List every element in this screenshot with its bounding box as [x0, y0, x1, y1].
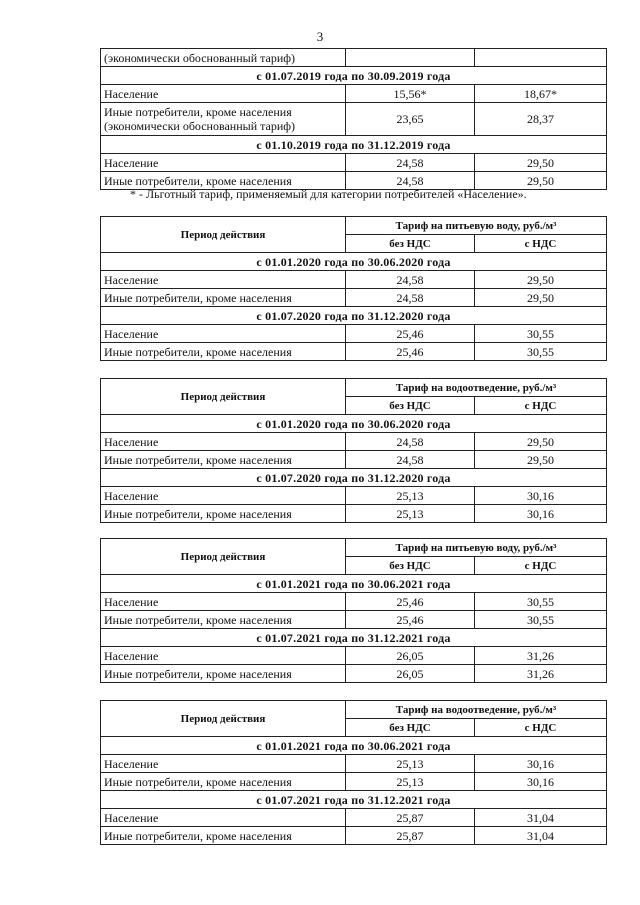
- consumer-label: Иные потребители, кроме населения: [101, 172, 346, 190]
- period-title: с 01.07.2021 года по 31.12.2021 года: [101, 791, 607, 809]
- period-row: [101, 253, 607, 271]
- consumer-label: Иные потребители, кроме населения: [101, 505, 346, 523]
- consumer-label: Иные потребители, кроме населения: [101, 611, 346, 629]
- period-header: Период действия: [101, 701, 346, 737]
- tariff-with-vat: 29,50: [475, 271, 607, 289]
- period-title: с 01.01.2020 года по 30.06.2020 года: [101, 415, 607, 433]
- table-row: [101, 755, 607, 773]
- period-header: Период действия: [101, 379, 346, 415]
- consumer-label: Иные потребители, кроме населения: [101, 773, 346, 791]
- tariff-no-vat: 24,58: [346, 172, 475, 190]
- table-row: [101, 433, 607, 451]
- tariff-no-vat: 15,56*: [346, 85, 475, 103]
- period-title: с 01.07.2020 года по 31.12.2020 года: [101, 469, 607, 487]
- consumer-label: Население: [101, 755, 346, 773]
- tariff-table-wastewater-2020: [100, 378, 607, 523]
- col-vat-header: с НДС: [475, 397, 607, 415]
- consumer-label: Иные потребители, кроме населения (экономически обоснованный тариф): [101, 103, 346, 136]
- tariff-with-vat: 29,50: [475, 154, 607, 172]
- tariff-with-vat: 30,55: [475, 343, 607, 361]
- tariff-with-vat: 30,55: [475, 593, 607, 611]
- tariff-table-water-2020: [100, 216, 607, 361]
- table-row: [101, 773, 607, 791]
- consumer-label: Население: [101, 85, 346, 103]
- period-title: с 01.07.2021 года по 31.12.2021 года: [101, 629, 607, 647]
- tariff-header: Тариф на водоотведение, руб./м³: [346, 701, 607, 719]
- tariff-with-vat: 30,16: [475, 505, 607, 523]
- period-title: с 01.01.2020 года по 30.06.2020 года: [101, 253, 607, 271]
- table-row: [101, 49, 607, 67]
- period-row: [101, 575, 607, 593]
- tariff-table-continuation: [100, 48, 607, 190]
- table-row: [101, 271, 607, 289]
- period-title: с 01.10.2019 года по 31.12.2019 года: [101, 136, 607, 154]
- consumer-label: Иные потребители, кроме населения: [101, 665, 346, 683]
- table-row: [101, 103, 607, 136]
- table-row: [101, 451, 607, 469]
- tariff-with-vat: 28,37: [475, 103, 607, 136]
- table-row: [101, 154, 607, 172]
- period-header: Период действия: [101, 217, 346, 253]
- table-row: [101, 665, 607, 683]
- tariff-with-vat: 30,55: [475, 325, 607, 343]
- period-title: с 01.07.2019 года по 30.09.2019 года: [101, 67, 607, 85]
- period-row: [101, 469, 607, 487]
- tariff-with-vat: 29,50: [475, 451, 607, 469]
- tariff-no-vat: 25,46: [346, 593, 475, 611]
- tariff-no-vat: 25,46: [346, 343, 475, 361]
- consumer-label: (экономически обоснованный тариф): [101, 49, 346, 67]
- consumer-label: Население: [101, 593, 346, 611]
- col-vat-header: с НДС: [475, 719, 607, 737]
- header-row: [101, 539, 607, 557]
- table-row: [101, 289, 607, 307]
- col-no-vat-header: без НДС: [346, 719, 475, 737]
- period-row: [101, 415, 607, 433]
- consumer-label: Население: [101, 433, 346, 451]
- col-no-vat-header: без НДС: [346, 557, 475, 575]
- tariff-with-vat: 31,04: [475, 827, 607, 845]
- tariff-with-vat: 29,50: [475, 433, 607, 451]
- tariff-with-vat: 30,16: [475, 773, 607, 791]
- period-row: [101, 307, 607, 325]
- period-row: [101, 67, 607, 85]
- table-row: [101, 647, 607, 665]
- table-row: [101, 325, 607, 343]
- tariff-with-vat: [475, 49, 607, 67]
- tariff-no-vat: 25,46: [346, 325, 475, 343]
- consumer-label: Иные потребители, кроме населения: [101, 289, 346, 307]
- tariff-with-vat: 30,16: [475, 755, 607, 773]
- consumer-label: Иные потребители, кроме населения: [101, 451, 346, 469]
- period-title: с 01.01.2021 года по 30.06.2021 года: [101, 737, 607, 755]
- tariff-no-vat: 24,58: [346, 289, 475, 307]
- tariff-with-vat: 29,50: [475, 172, 607, 190]
- table-row: [101, 809, 607, 827]
- tariff-with-vat: 31,26: [475, 665, 607, 683]
- period-title: с 01.07.2020 года по 31.12.2020 года: [101, 307, 607, 325]
- tariff-with-vat: 31,26: [475, 647, 607, 665]
- period-row: [101, 629, 607, 647]
- consumer-label: Население: [101, 271, 346, 289]
- tariff-header: Тариф на питьевую воду, руб./м³: [346, 217, 607, 235]
- footnote: * - Льготный тариф, применяемый для категории потребителей «Население».: [130, 187, 527, 201]
- header-row: [101, 217, 607, 235]
- tariff-header: Тариф на питьевую воду, руб./м³: [346, 539, 607, 557]
- tariff-table-water-2021: [100, 538, 607, 683]
- period-row: [101, 737, 607, 755]
- tariff-no-vat: [346, 49, 475, 67]
- tariff-no-vat: 24,58: [346, 433, 475, 451]
- tariff-no-vat: 26,05: [346, 665, 475, 683]
- period-row: [101, 791, 607, 809]
- tariff-no-vat: 24,58: [346, 154, 475, 172]
- table-row: [101, 827, 607, 845]
- tariff-no-vat: 25,87: [346, 827, 475, 845]
- tariff-with-vat: 30,16: [475, 487, 607, 505]
- period-header: Период действия: [101, 539, 346, 575]
- table-row: [101, 505, 607, 523]
- tariff-with-vat: 18,67*: [475, 85, 607, 103]
- col-no-vat-header: без НДС: [346, 397, 475, 415]
- header-row: [101, 379, 607, 397]
- tariff-no-vat: 23,65: [346, 103, 475, 136]
- col-vat-header: с НДС: [475, 235, 607, 253]
- tariff-no-vat: 26,05: [346, 647, 475, 665]
- table-row: [101, 85, 607, 103]
- consumer-label: Население: [101, 647, 346, 665]
- period-row: [101, 136, 607, 154]
- consumer-label: Иные потребители, кроме населения: [101, 827, 346, 845]
- tariff-no-vat: 25,46: [346, 611, 475, 629]
- table-row: [101, 487, 607, 505]
- tariff-table-wastewater-2021: [100, 700, 607, 845]
- tariff-with-vat: 30,55: [475, 611, 607, 629]
- table-row: [101, 611, 607, 629]
- page-number: 3: [316, 29, 324, 44]
- consumer-label: Население: [101, 809, 346, 827]
- header-row: [101, 701, 607, 719]
- tariff-no-vat: 25,13: [346, 755, 475, 773]
- col-vat-header: с НДС: [475, 557, 607, 575]
- tariff-no-vat: 25,87: [346, 809, 475, 827]
- tariff-no-vat: 24,58: [346, 271, 475, 289]
- tariff-with-vat: 29,50: [475, 289, 607, 307]
- tariff-with-vat: 31,04: [475, 809, 607, 827]
- tariff-no-vat: 25,13: [346, 773, 475, 791]
- tariff-header: Тариф на водоотведение, руб./м³: [346, 379, 607, 397]
- col-no-vat-header: без НДС: [346, 235, 475, 253]
- tariff-no-vat: 25,13: [346, 505, 475, 523]
- consumer-label: Иные потребители, кроме населения: [101, 343, 346, 361]
- period-title: с 01.01.2021 года по 30.06.2021 года: [101, 575, 607, 593]
- table-row: [101, 593, 607, 611]
- tariff-no-vat: 25,13: [346, 487, 475, 505]
- consumer-label: Население: [101, 325, 346, 343]
- consumer-label: Население: [101, 487, 346, 505]
- table-row: [101, 343, 607, 361]
- consumer-label: Население: [101, 154, 346, 172]
- tariff-no-vat: 24,58: [346, 451, 475, 469]
